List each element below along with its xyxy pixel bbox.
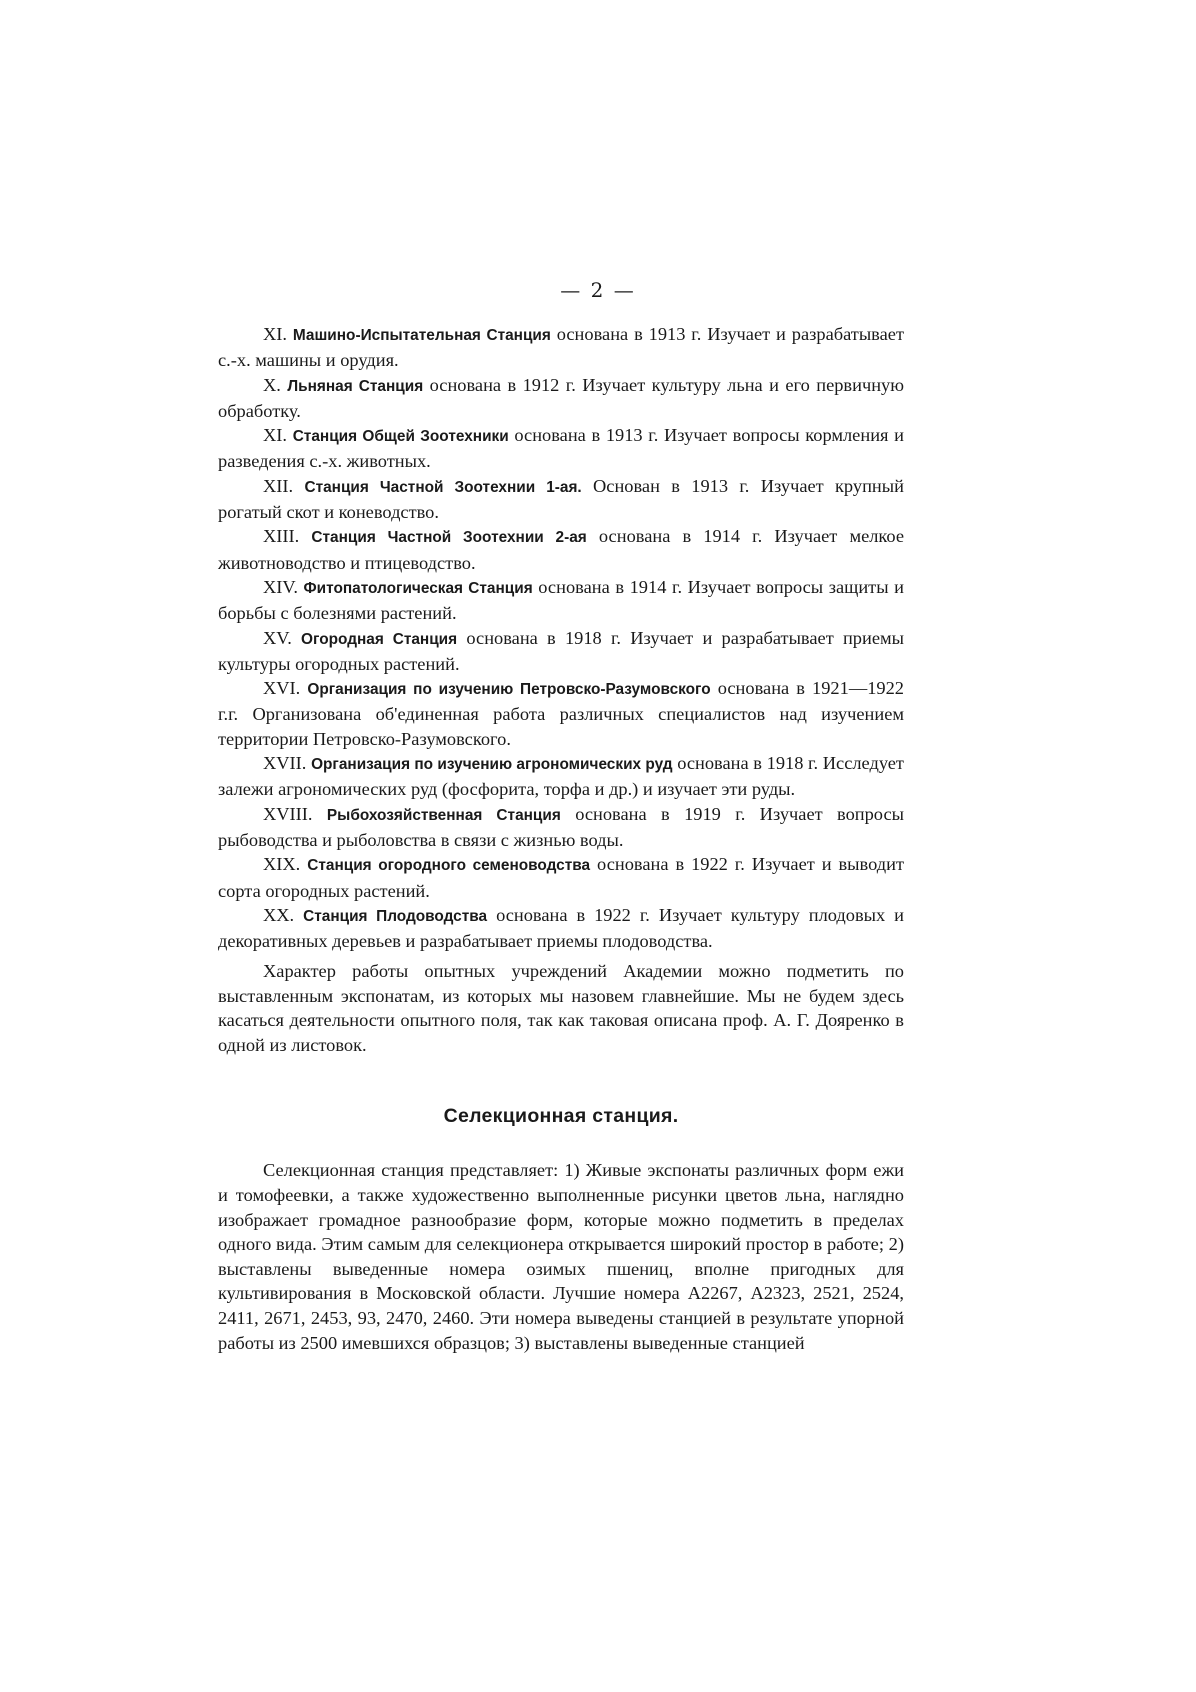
- station-list: [218, 322, 904, 953]
- entry-number: X.: [263, 374, 281, 395]
- entry-name: Станция Частной Зоотехнии 2-ая: [311, 529, 587, 547]
- entry-name: Станция Частной Зоотехнии 1-ая.: [304, 478, 582, 496]
- entry-text: основана в 1914 г. Изучает мелкое животноводство и птицеводство.: [218, 526, 904, 573]
- station-entry: [218, 802, 904, 853]
- closing-paragraph: Характер работы опытных учреждений Академии можно подметить по выставленным экспонатам, из которых мы назовем главнейшие. Мы не будем здесь касаться деятельности опытного поля, так как таковая описана проф. А. Г. Дояренко в одной из листовок.: [218, 961, 904, 1055]
- page-content: [218, 322, 904, 1355]
- entry-number: XV.: [263, 627, 292, 648]
- entry-name: Рыбохозяйственная Станция: [326, 806, 561, 824]
- station-entry: [218, 322, 904, 373]
- section-paragraph: Селекционная станция представляет: 1) Живые экспонаты различных форм ежи и томофеевки, а также художественно выполненные рисунки цветов льна, наглядно изображает громадное разнообразие форм, которые можно подметить в пределах одного вида. Этим самым для селекционера открывается широкий простор в работе; 2) выставлены выведенные номера озимых пшениц, вполне пригодных для культивирования в Московской области. Лучшие номера А2267, А2323, 2521, 2524, 2411, 2671, 2453, 93, 2470, 2460. Эти номера выведены станцией в результате упорной работы из 2500 имевшихся образцов; 3) выставлены выведенные станцией: [218, 1160, 904, 1353]
- page-number: — 2 —: [560, 278, 636, 302]
- entry-name: Организация по изучению Петровско-Разумовского: [307, 681, 711, 699]
- entry-text: основана в 1922 г. Изучает и выводит сорта огородных растений.: [218, 854, 904, 901]
- entry-name: Фитопатологическая Станция: [303, 579, 533, 597]
- station-entry: [218, 423, 904, 474]
- station-entry: [218, 524, 904, 575]
- entry-number: XI.: [263, 324, 288, 344]
- entry-name: Льняная Станция: [287, 377, 424, 395]
- entry-text: основана в 1913 г. Изучает и разрабатывает с.-х. машины и орудия.: [218, 324, 904, 371]
- entry-name: Станция Плодоводства: [303, 907, 488, 925]
- entry-text: основана в 1918 г. Изучает и разрабатывает приемы культуры огородных растений.: [218, 627, 904, 674]
- entry-text: Основан в 1913 г. Изучает крупный рогатый скот и коневодство.: [218, 475, 904, 523]
- entry-number: XX.: [263, 904, 295, 925]
- station-entry: [218, 751, 904, 802]
- entry-name: Организация по изучению агрономических руд: [311, 756, 673, 774]
- entry-number: XII.: [263, 475, 294, 496]
- entry-number: XIX.: [263, 854, 301, 875]
- station-entry: [218, 903, 904, 954]
- entry-name: Огородная Станция: [301, 630, 458, 648]
- entry-text: основана в 1913 г. Изучает вопросы кормления и разведения с.-х. животных.: [218, 425, 904, 472]
- station-entry: [218, 676, 904, 751]
- entry-name: Станция Общей Зоотехники: [292, 428, 509, 446]
- entry-number: XVI.: [263, 678, 301, 699]
- entry-name: Машино-Испытательная Станция: [292, 327, 551, 344]
- entry-text: основана в 1919 г. Изучает вопросы рыбоводства и рыболовства в связи с жизнью воды.: [218, 803, 904, 850]
- entry-number: XVII.: [263, 753, 307, 774]
- entry-text: основана в 1922 г. Изучает культуру плодовых и декоративных деревьев и разрабатывает приемы плодоводства.: [218, 904, 904, 952]
- station-entry: [218, 373, 904, 424]
- entry-number: XI.: [263, 425, 288, 446]
- entry-text: основана в 1921—1922 г.г. Организована об'единенная работа различных специалистов над изучением территории Петровско-Разумовского.: [218, 678, 904, 749]
- station-entry: [218, 852, 904, 903]
- entry-number: XIII.: [263, 526, 300, 547]
- entry-text: основана в 1914 г. Изучает вопросы защиты и борьбы с болезнями растений.: [218, 576, 904, 624]
- entry-text: основана в 1918 г. Исследует залежи агрономических руд (фосфорита, торфа и др.) и изучает эти руды.: [218, 753, 904, 800]
- station-entry: [218, 575, 904, 626]
- station-entry: [218, 474, 904, 525]
- station-entry: [218, 626, 904, 677]
- entry-number: XVIII.: [263, 803, 313, 824]
- entry-number: XIV.: [263, 576, 298, 597]
- entry-name: Станция огородного семеноводства: [307, 857, 591, 875]
- entry-text: основана в 1912 г. Изучает культуру льна и его первичную обработку.: [218, 374, 904, 421]
- section-title: Селекционная станция.: [443, 1105, 679, 1128]
